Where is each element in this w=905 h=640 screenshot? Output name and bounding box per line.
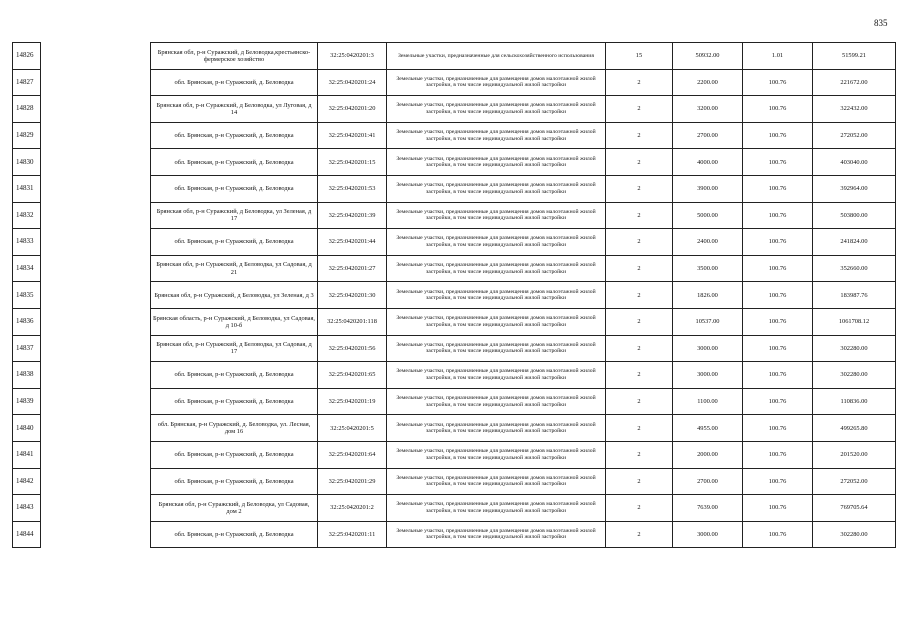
address-cell: обл. Брянская, р-н Суражский, д. Беловодка [151, 521, 318, 548]
row-number: 14833 [13, 229, 41, 256]
specific-value-cell: 100.76 [743, 229, 813, 256]
group-cell: 2 [606, 415, 673, 442]
land-category-cell: Земельные участки, предназначенные для размещения домов малоэтажной жилой застройки, в том числе индивидуальной жилой застройки [387, 441, 606, 468]
area-cell: 2400.00 [673, 229, 743, 256]
table-row [13, 521, 896, 548]
row-number: 14827 [13, 69, 41, 96]
specific-value-cell: 100.76 [743, 175, 813, 202]
specific-value-cell: 100.76 [743, 308, 813, 335]
area-cell: 1100.00 [673, 388, 743, 415]
row-number: 14832 [13, 202, 41, 229]
spacer-cell [41, 149, 151, 176]
address-cell: обл. Брянская, р-н Суражский, д. Беловодка [151, 388, 318, 415]
row-number: 14836 [13, 308, 41, 335]
table-row [13, 43, 896, 70]
cadastral-number-cell: 32:25:0420201:2 [318, 495, 387, 522]
group-cell: 2 [606, 69, 673, 96]
cadastral-value-cell: 352660.00 [813, 255, 896, 282]
address-cell: Брянская обл, р-н Суражский, д Беловодка, ул Зеленая, д 17 [151, 202, 318, 229]
spacer-cell [41, 415, 151, 442]
land-category-cell: Земельные участки, предназначенные для размещения домов малоэтажной жилой застройки, в том числе индивидуальной жилой застройки [387, 229, 606, 256]
cadastral-number-cell: 32:25:0420201:39 [318, 202, 387, 229]
row-number: 14837 [13, 335, 41, 362]
address-cell: Брянская обл, р-н Суражский, д Беловодка, ул Садовая, дом 2 [151, 495, 318, 522]
cadastral-value-cell: 1061708.12 [813, 308, 896, 335]
group-cell: 2 [606, 96, 673, 123]
cadastral-value-cell: 201520.00 [813, 441, 896, 468]
page-number: 835 [874, 18, 888, 28]
spacer-cell [41, 495, 151, 522]
address-cell: Брянская обл, р-н Суражский, д Беловодка, ул Садовая, д 17 [151, 335, 318, 362]
cadastral-value-cell: 322432.00 [813, 96, 896, 123]
row-number: 14841 [13, 441, 41, 468]
specific-value-cell: 100.76 [743, 415, 813, 442]
cadastral-value-cell: 503800.00 [813, 202, 896, 229]
cadastral-value-cell: 110836.00 [813, 388, 896, 415]
row-number: 14826 [13, 43, 41, 70]
cadastral-value-cell: 403040.00 [813, 149, 896, 176]
table-row [13, 202, 896, 229]
table-row [13, 255, 896, 282]
cadastral-number-cell: 32:25:0420201:11 [318, 521, 387, 548]
address-cell: обл. Брянская, р-н Суражский, д. Беловодка [151, 362, 318, 389]
row-number: 14844 [13, 521, 41, 548]
table-row [13, 362, 896, 389]
spacer-cell [41, 202, 151, 229]
specific-value-cell: 100.76 [743, 149, 813, 176]
table-row [13, 415, 896, 442]
table-row [13, 175, 896, 202]
table-row [13, 229, 896, 256]
cadastral-number-cell: 32:25:0420201:30 [318, 282, 387, 309]
specific-value-cell: 100.76 [743, 122, 813, 149]
area-cell: 4000.00 [673, 149, 743, 176]
spacer-cell [41, 175, 151, 202]
land-category-cell: Земельные участки, предназначенные для размещения домов малоэтажной жилой застройки, в том числе индивидуальной жилой застройки [387, 468, 606, 495]
specific-value-cell: 100.76 [743, 69, 813, 96]
area-cell: 3900.00 [673, 175, 743, 202]
address-cell: обл. Брянская, р-н Суражский, д. Беловодка [151, 175, 318, 202]
table-row [13, 282, 896, 309]
land-category-cell: Земельные участки, предназначенные для размещения домов малоэтажной жилой застройки, в том числе индивидуальной жилой застройки [387, 96, 606, 123]
land-category-cell: Земельные участки, предназначенные для размещения домов малоэтажной жилой застройки, в том числе индивидуальной жилой застройки [387, 308, 606, 335]
group-cell: 2 [606, 202, 673, 229]
specific-value-cell: 100.76 [743, 468, 813, 495]
land-category-cell: Земельные участки, предназначенные для размещения домов малоэтажной жилой застройки, в том числе индивидуальной жилой застройки [387, 335, 606, 362]
land-category-cell: Земельные участки, предназначенные для размещения домов малоэтажной жилой застройки, в том числе индивидуальной жилой застройки [387, 122, 606, 149]
table-row [13, 96, 896, 123]
land-category-cell: Земельные участки, предназначенные для размещения домов малоэтажной жилой застройки, в том числе индивидуальной жилой застройки [387, 415, 606, 442]
spacer-cell [41, 388, 151, 415]
specific-value-cell: 100.76 [743, 282, 813, 309]
specific-value-cell: 100.76 [743, 388, 813, 415]
table-row [13, 388, 896, 415]
row-number: 14842 [13, 468, 41, 495]
spacer-cell [41, 43, 151, 70]
cadastral-number-cell: 32:25:0420201:3 [318, 43, 387, 70]
spacer-cell [41, 468, 151, 495]
spacer-cell [41, 441, 151, 468]
land-category-cell: Земельные участки, предназначенные для размещения домов малоэтажной жилой застройки, в том числе индивидуальной жилой застройки [387, 362, 606, 389]
cadastral-value-cell: 241824.00 [813, 229, 896, 256]
area-cell: 2700.00 [673, 122, 743, 149]
cadastral-value-table [12, 42, 896, 548]
area-cell: 3200.00 [673, 96, 743, 123]
cadastral-number-cell: 32:25:0420201:65 [318, 362, 387, 389]
address-cell: Брянская обл, р-н Суражский, д Беловодка, ул Зеленая, д 3 [151, 282, 318, 309]
row-number: 14831 [13, 175, 41, 202]
row-number: 14843 [13, 495, 41, 522]
group-cell: 2 [606, 122, 673, 149]
cadastral-value-cell: 769705.64 [813, 495, 896, 522]
table-body [13, 43, 896, 548]
table-row [13, 122, 896, 149]
area-cell: 2200.00 [673, 69, 743, 96]
group-cell: 2 [606, 255, 673, 282]
specific-value-cell: 100.76 [743, 521, 813, 548]
group-cell: 2 [606, 149, 673, 176]
area-cell: 5000.00 [673, 202, 743, 229]
address-cell: Брянская обл, р-н Суражский, д Беловодка, ул Садовая, д 21 [151, 255, 318, 282]
specific-value-cell: 100.76 [743, 255, 813, 282]
table-row [13, 149, 896, 176]
land-category-cell: Земельные участки, предназначенные для размещения домов малоэтажной жилой застройки, в том числе индивидуальной жилой застройки [387, 521, 606, 548]
spacer-cell [41, 521, 151, 548]
group-cell: 2 [606, 362, 673, 389]
address-cell: обл. Брянская, р-н Суражский, д. Беловодка [151, 149, 318, 176]
cadastral-number-cell: 32:25:0420201:118 [318, 308, 387, 335]
table-row [13, 308, 896, 335]
spacer-cell [41, 255, 151, 282]
cadastral-value-cell: 302280.00 [813, 362, 896, 389]
address-cell: Брянская область, р-н Суражский, д Беловодка, ул Садовая, д 10-б [151, 308, 318, 335]
table-row [13, 495, 896, 522]
cadastral-value-cell: 302280.00 [813, 521, 896, 548]
cadastral-number-cell: 32:25:0420201:15 [318, 149, 387, 176]
specific-value-cell: 100.76 [743, 335, 813, 362]
group-cell: 2 [606, 521, 673, 548]
group-cell: 2 [606, 335, 673, 362]
group-cell: 2 [606, 308, 673, 335]
specific-value-cell: 100.76 [743, 202, 813, 229]
cadastral-number-cell: 32:25:0420201:27 [318, 255, 387, 282]
area-cell: 2000.00 [673, 441, 743, 468]
cadastral-value-cell: 51599.21 [813, 43, 896, 70]
spacer-cell [41, 96, 151, 123]
specific-value-cell: 100.76 [743, 441, 813, 468]
cadastral-number-cell: 32:25:0420201:44 [318, 229, 387, 256]
spacer-cell [41, 335, 151, 362]
address-cell: обл. Брянская, р-н Суражский, д. Беловодка [151, 468, 318, 495]
group-cell: 2 [606, 388, 673, 415]
spacer-cell [41, 229, 151, 256]
specific-value-cell: 100.76 [743, 495, 813, 522]
area-cell: 3000.00 [673, 362, 743, 389]
area-cell: 3500.00 [673, 255, 743, 282]
group-cell: 2 [606, 175, 673, 202]
cadastral-number-cell: 32:25:0420201:20 [318, 96, 387, 123]
group-cell: 2 [606, 229, 673, 256]
spacer-cell [41, 308, 151, 335]
cadastral-value-cell: 499265.80 [813, 415, 896, 442]
table-row [13, 441, 896, 468]
area-cell: 3000.00 [673, 335, 743, 362]
row-number: 14835 [13, 282, 41, 309]
cadastral-value-cell: 272052.00 [813, 468, 896, 495]
spacer-cell [41, 122, 151, 149]
table-row [13, 468, 896, 495]
cadastral-number-cell: 32:25:0420201:19 [318, 388, 387, 415]
cadastral-number-cell: 32:25:0420201:5 [318, 415, 387, 442]
specific-value-cell: 1.01 [743, 43, 813, 70]
group-cell: 2 [606, 441, 673, 468]
table-row [13, 335, 896, 362]
land-category-cell: Земельные участки, предназначенные для сельскохозяйственного использования [387, 43, 606, 70]
land-category-cell: Земельные участки, предназначенные для размещения домов малоэтажной жилой застройки, в том числе индивидуальной жилой застройки [387, 255, 606, 282]
land-category-cell: Земельные участки, предназначенные для размещения домов малоэтажной жилой застройки, в том числе индивидуальной жилой застройки [387, 495, 606, 522]
row-number: 14838 [13, 362, 41, 389]
cadastral-number-cell: 32:25:0420201:64 [318, 441, 387, 468]
row-number: 14830 [13, 149, 41, 176]
row-number: 14828 [13, 96, 41, 123]
land-category-cell: Земельные участки, предназначенные для размещения домов малоэтажной жилой застройки, в том числе индивидуальной жилой застройки [387, 175, 606, 202]
specific-value-cell: 100.76 [743, 362, 813, 389]
cadastral-number-cell: 32:25:0420201:41 [318, 122, 387, 149]
group-cell: 15 [606, 43, 673, 70]
row-number: 14829 [13, 122, 41, 149]
group-cell: 2 [606, 282, 673, 309]
area-cell: 50932.00 [673, 43, 743, 70]
area-cell: 10537.00 [673, 308, 743, 335]
cadastral-value-cell: 272052.00 [813, 122, 896, 149]
cadastral-value-cell: 183987.76 [813, 282, 896, 309]
spacer-cell [41, 282, 151, 309]
address-cell: обл. Брянская, р-н Суражский, д. Беловодка, ул. Лесная, дом 16 [151, 415, 318, 442]
spacer-cell [41, 69, 151, 96]
row-number: 14840 [13, 415, 41, 442]
cadastral-number-cell: 32:25:0420201:24 [318, 69, 387, 96]
cadastral-number-cell: 32:25:0420201:53 [318, 175, 387, 202]
row-number: 14834 [13, 255, 41, 282]
area-cell: 7639.00 [673, 495, 743, 522]
cadastral-value-cell: 392964.00 [813, 175, 896, 202]
land-category-cell: Земельные участки, предназначенные для размещения домов малоэтажной жилой застройки, в том числе индивидуальной жилой застройки [387, 149, 606, 176]
address-cell: Брянская обл, р-н Суражский, д Беловодка,крестьянско-фермерское хозяйство [151, 43, 318, 70]
address-cell: Брянская обл, р-н Суражский, д Беловодка, ул Луговая, д 14 [151, 96, 318, 123]
group-cell: 2 [606, 468, 673, 495]
land-category-cell: Земельные участки, предназначенные для размещения домов малоэтажной жилой застройки, в том числе индивидуальной жилой застройки [387, 282, 606, 309]
row-number: 14839 [13, 388, 41, 415]
land-category-cell: Земельные участки, предназначенные для размещения домов малоэтажной жилой застройки, в том числе индивидуальной жилой застройки [387, 388, 606, 415]
table-row [13, 69, 896, 96]
cadastral-value-cell: 302280.00 [813, 335, 896, 362]
area-cell: 4955.00 [673, 415, 743, 442]
cadastral-number-cell: 32:25:0420201:29 [318, 468, 387, 495]
spacer-cell [41, 362, 151, 389]
address-cell: обл. Брянская, р-н Суражский, д. Беловодка [151, 122, 318, 149]
cadastral-value-cell: 221672.00 [813, 69, 896, 96]
address-cell: обл. Брянская, р-н Суражский, д. Беловодка [151, 441, 318, 468]
address-cell: обл. Брянская, р-н Суражский, д. Беловодка [151, 69, 318, 96]
address-cell: обл. Брянская, р-н Суражский, д. Беловодка [151, 229, 318, 256]
area-cell: 1826.00 [673, 282, 743, 309]
cadastral-number-cell: 32:25:0420201:56 [318, 335, 387, 362]
land-category-cell: Земельные участки, предназначенные для размещения домов малоэтажной жилой застройки, в том числе индивидуальной жилой застройки [387, 69, 606, 96]
group-cell: 2 [606, 495, 673, 522]
specific-value-cell: 100.76 [743, 96, 813, 123]
area-cell: 2700.00 [673, 468, 743, 495]
land-category-cell: Земельные участки, предназначенные для размещения домов малоэтажной жилой застройки, в том числе индивидуальной жилой застройки [387, 202, 606, 229]
area-cell: 3000.00 [673, 521, 743, 548]
